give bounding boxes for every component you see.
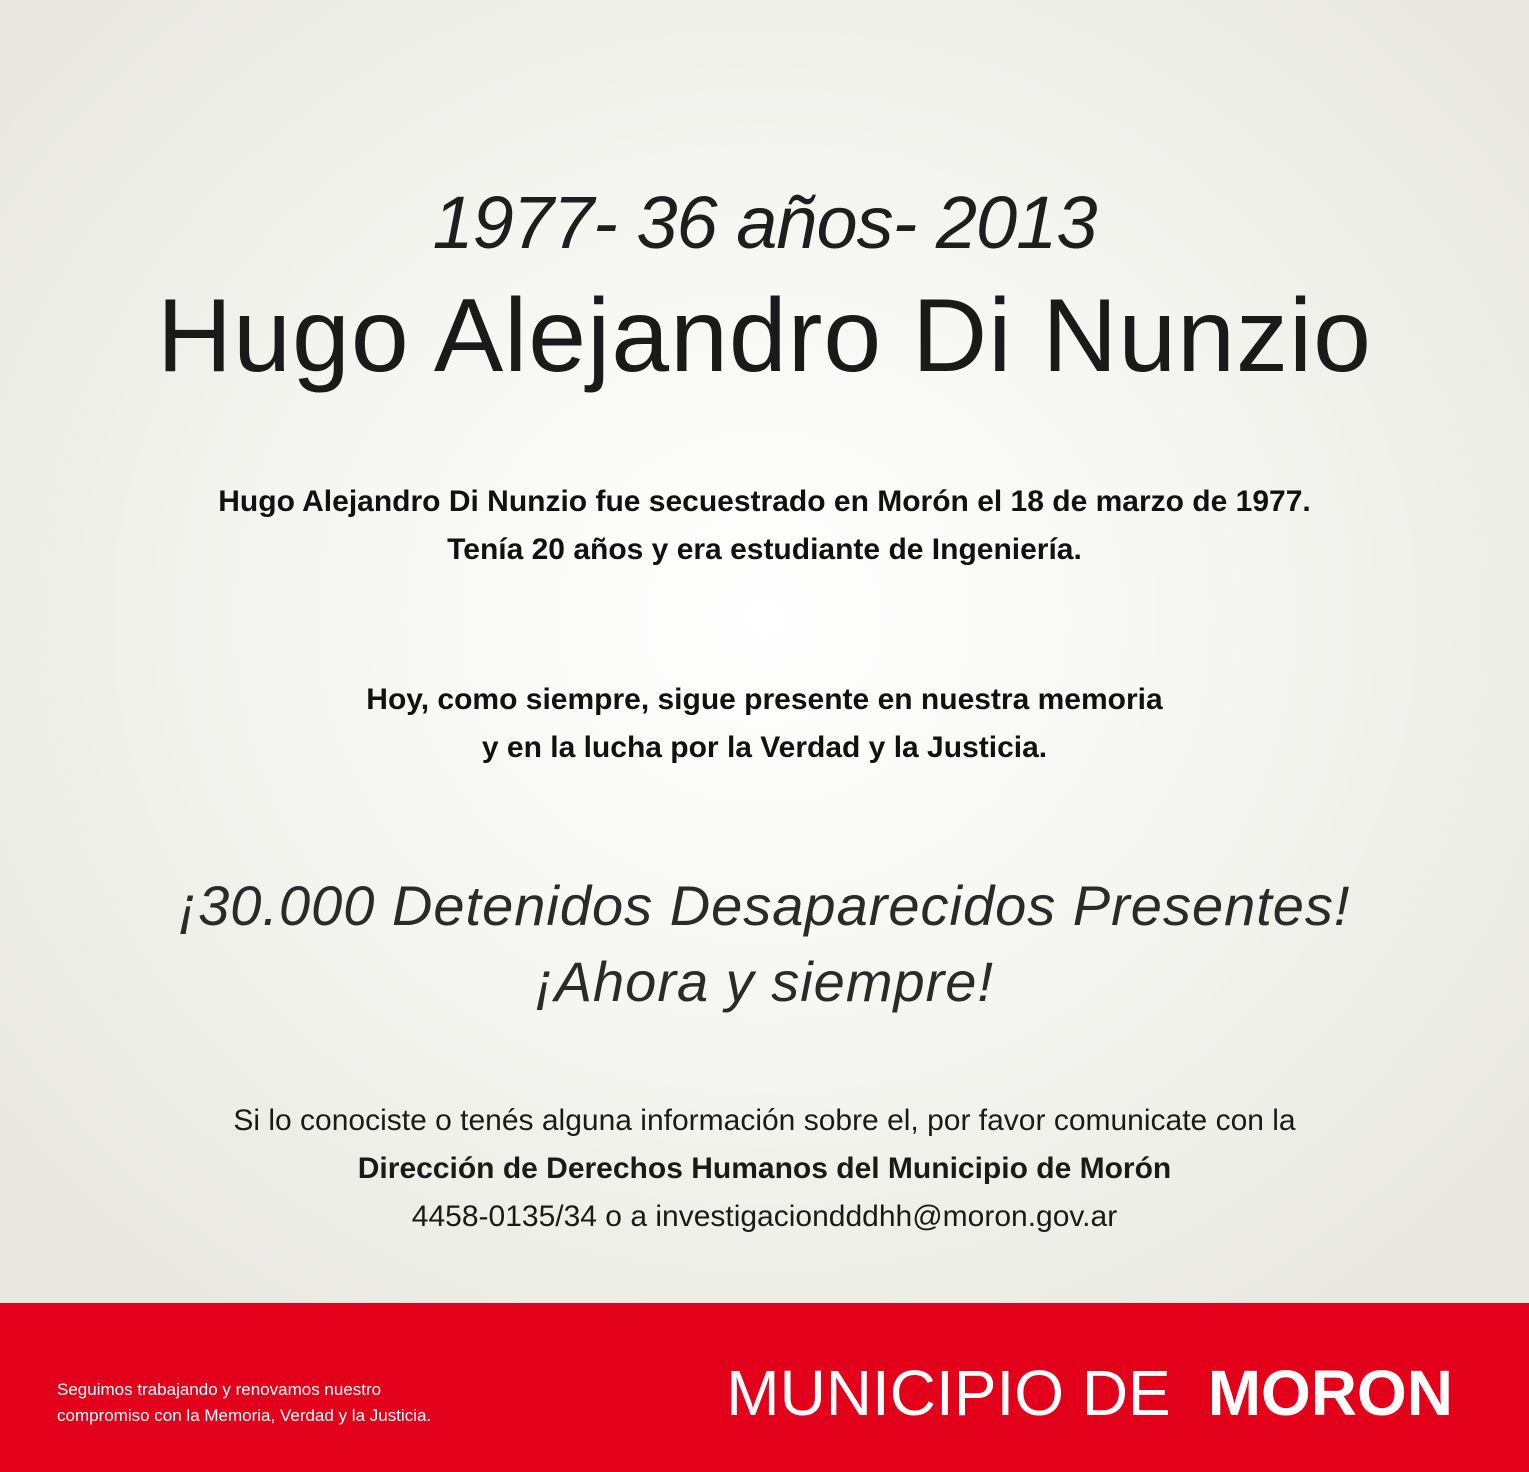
intro-text — [0, 478, 1529, 574]
contact-info — [0, 1097, 1529, 1241]
years-heading: 1977- 36 años- 2013 — [432, 181, 1097, 264]
municipio-logo — [726, 1353, 1453, 1433]
intro-line-1: Hugo Alejandro Di Nunzio fue secuestrado en Morón el 18 de marzo de 1977. — [218, 485, 1311, 518]
contact-phone-email[interactable]: 4458-0135/34 o a investigaciondddhh@moron.gov.ar — [411, 1200, 1118, 1233]
memoria-line-2: y en la lucha por la Verdad y la Justicia. — [481, 731, 1048, 764]
contact-organization: Dirección de Derechos Humanos del Municipio de Morón — [357, 1152, 1172, 1185]
footer-banner — [0, 1303, 1529, 1472]
intro-line-2: Tenía 20 años y era estudiante de Ingeniería. — [447, 533, 1082, 566]
slogan-line-1: ¡30.000 Detenidos Desaparecidos Presentes! — [178, 874, 1351, 937]
person-name: Hugo Alejandro Di Nunzio — [157, 278, 1372, 394]
contact-line-1: Si lo conociste o tenés alguna información sobre el, por favor comunicate con la — [233, 1104, 1296, 1137]
logo-text-light: MUNICIPIO DE — [726, 1357, 1171, 1429]
footer-note-line-2: compromiso con la Memoria, Verdad y la Justicia. — [57, 1406, 432, 1425]
slogan — [0, 868, 1529, 1020]
slogan-line-2: ¡Ahora y siempre! — [535, 950, 994, 1013]
memoria-text — [0, 676, 1529, 772]
footer-note — [57, 1377, 431, 1429]
footer-note-line-1: Seguimos trabajando y renovamos nuestro — [57, 1380, 382, 1399]
memoria-line-1: Hoy, como siempre, sigue presente en nuestra memoria — [366, 683, 1163, 716]
logo-text-bold: MORON — [1207, 1357, 1453, 1429]
